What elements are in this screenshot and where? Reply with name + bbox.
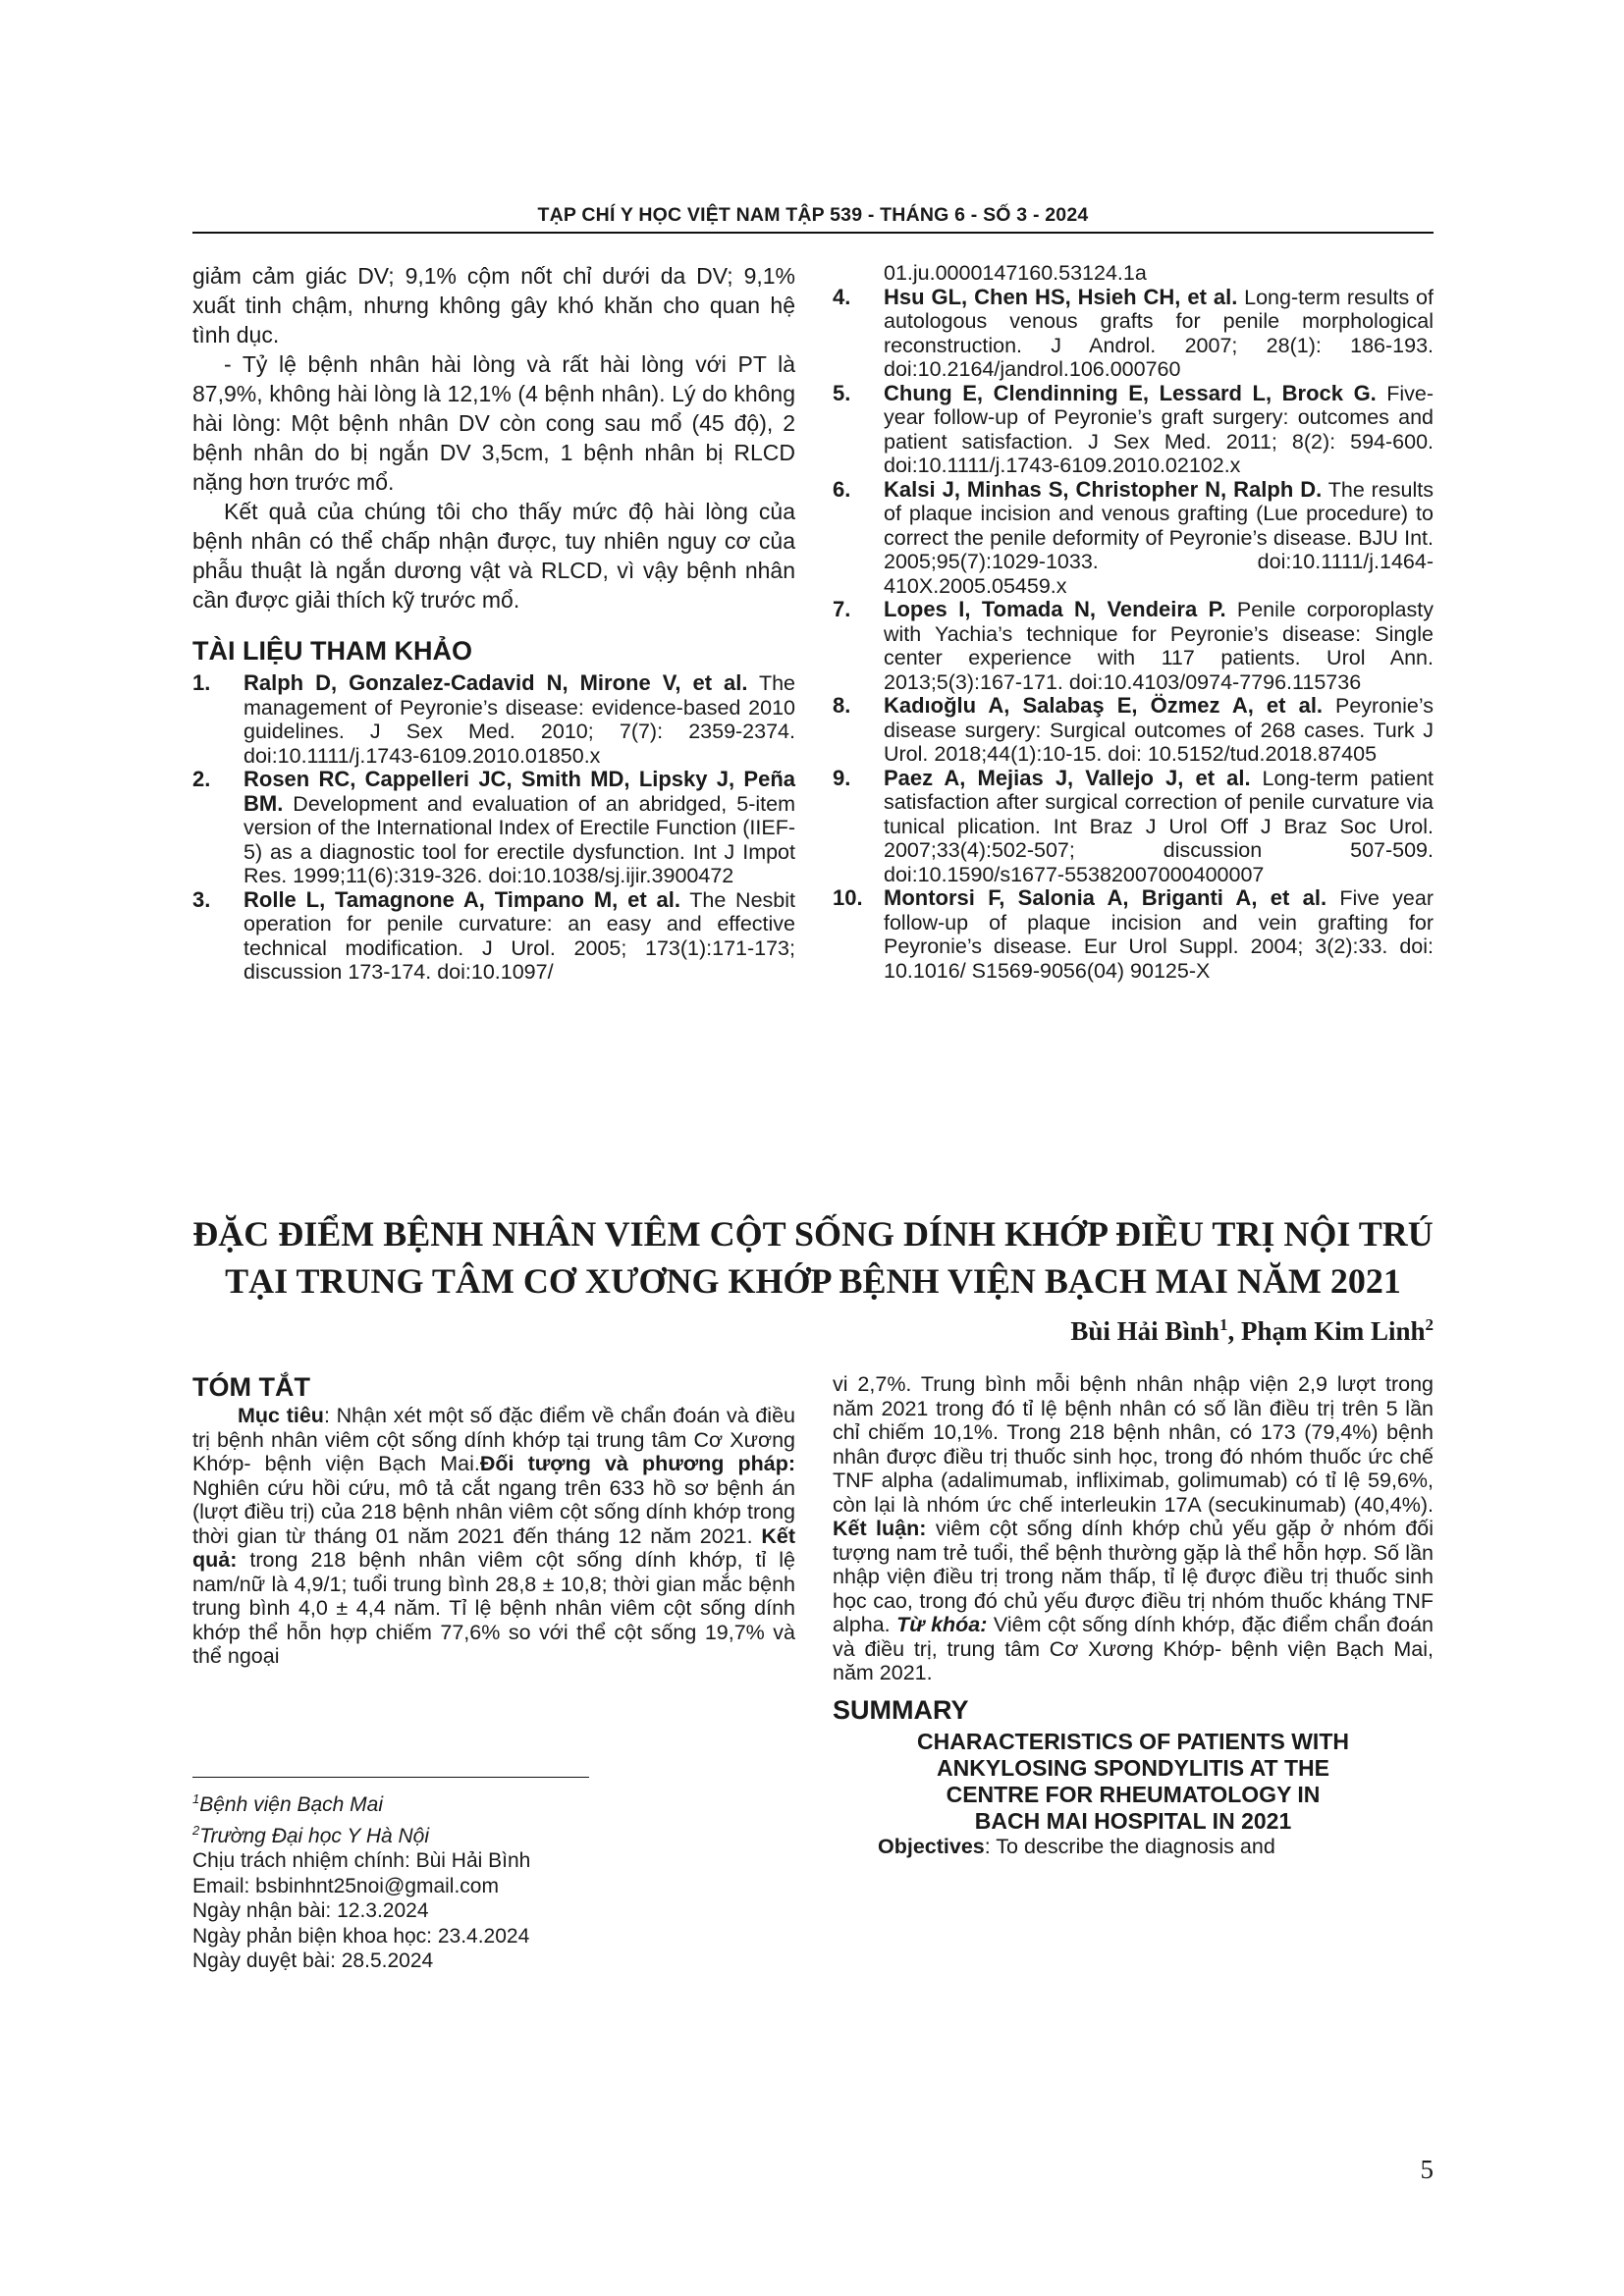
- ref-text: Long-term patient satisfaction after surgical correction of penile curvature via tunical plication. Int Braz J Urol Off J Braz Soc Urol. 2007;33(4):502-507; discussion 507-509. doi:10.1590/s1677-55382007000400007: [884, 766, 1435, 886]
- ref-number: 7.: [833, 597, 851, 621]
- references-heading: TÀI LIỆU THAM KHẢO: [192, 636, 472, 666]
- ref-text: Penile corporoplasty with Yachia’s technique for Peyronie’s disease: Single center experience with 117 patients. Urol Ann. 2013;5(3):167-171. doi:10.4103/0974-7796.115736: [884, 598, 1434, 694]
- ref-text: The Nesbit operation for penile curvature: an easy and effective technical modification. J Urol. 2005; 173(1):171-173; discussion 173-174. doi:10.1097/: [244, 887, 795, 984]
- ref-text: Peyronie’s disease surgery: Surgical outcomes of 268 cases. Turk J Urol. 2018;44(1):10-15. doi: 10.5152/tud.2018.87405: [884, 694, 1435, 766]
- summary-sentence: : To describe the diagnosis and: [984, 1834, 1275, 1858]
- page-number: 5: [1420, 2155, 1434, 2184]
- english-title-line: ANKYLOSING SPONDYLITIS AT THE: [937, 1754, 1329, 1781]
- ref-number: 2.: [192, 767, 211, 791]
- reference-item: [192, 888, 795, 985]
- footnote: Ngày nhận bài: 12.3.2024: [192, 1899, 429, 1922]
- affiliation-mark: 1: [1218, 1315, 1228, 1334]
- abstract-label: Kết luận:: [833, 1517, 927, 1540]
- abstract-sentence: Nghiên cứu hồi cứu, mô tả cắt ngang trên 633 hồ sơ bệnh án (lượt điều trị) của 218 bệnh nhân viêm cột sống dính khớp trong thời gian từ tháng 01 năm 2021 đến tháng 12 năm 2021.: [192, 1475, 795, 1548]
- ref-text: Five-year follow-up of Peyronie’s graft surgery: outcomes and patient satisfaction. J Sex Med. 2011; 8(2): 594-600. doi:10.1111/j.1743-6109.2010.02102.x: [884, 381, 1435, 477]
- ref-authors: Chung E, Clendinning E, Lessard L, Brock G.: [884, 380, 1377, 405]
- abstract-label: Mục tiêu: [238, 1404, 324, 1427]
- abstract-label: Đối tượng và phương pháp:: [479, 1452, 795, 1475]
- ref-authors: Rosen RC, Cappelleri JC, Smith MD, Lipsky J, Peña BM.: [244, 767, 795, 816]
- ref-number: 10.: [833, 885, 863, 910]
- reference-item: [192, 768, 795, 888]
- english-title-line: CHARACTERISTICS OF PATIENTS WITH: [917, 1728, 1349, 1754]
- reference-item: [833, 478, 1434, 599]
- footnote: [192, 1818, 795, 1849]
- ref-authors: Rolle L, Tamagnone A, Timpano M, et al.: [244, 886, 680, 912]
- paragraph: - Tỷ lệ bệnh nhân hài lòng và rất hài lòng với PT là 87,9%, không hài lòng là 12,1% (4 bệnh nhân). Lý do không hài lòng: Một bệnh nhân DV còn cong sau mổ (45 độ), 2 bệnh nhân do bị ngắn DV 3,5cm, 1 bệnh nhân bị RLCD nặng hơn trước mổ.: [192, 351, 795, 495]
- header-rule: [192, 232, 1434, 234]
- footnote-text: Bệnh viện Bạch Mai: [199, 1793, 384, 1816]
- abstract-sentence: viêm cột sống dính khớp chủ yếu gặp ở nhóm đối tượng nam trẻ tuổi, thể bệnh thường gặp là thể hỗn hợp. Số lần nhập viện điều trị trong năm thấp, tỉ lệ được điều trị thuốc sinh học cao, trong đó chủ yếu được điều trị nhóm thuốc kháng TNF alpha.: [833, 1517, 1434, 1636]
- ref-text: The results of plaque incision and venous grafting (Lue procedure) to correct the penile deformity of Peyronie’s disease. BJU Int. 2005;95(7):1029-1033. doi:10.1111/j.1464-410X.2005.05459.x: [884, 477, 1435, 598]
- english-title-line: CENTRE FOR RHEUMATOLOGY IN: [946, 1781, 1321, 1807]
- ref-authors: Kalsi J, Minhas S, Christopher N, Ralph D.: [884, 476, 1323, 502]
- author-separator: ,: [1227, 1316, 1241, 1346]
- footnote: Ngày duyệt bài: 28.5.2024: [192, 1949, 434, 1972]
- reference-item: [833, 286, 1434, 382]
- reference-item: [192, 671, 795, 768]
- summary-text: [833, 1835, 1434, 1859]
- ref-text: Development and evaluation of an abridged, 5-item version of the International Index of Erectile Function (IIEF-5) as a diagnostic tool for erectile dysfunction. Int J Impot Res. 1999;11(6):319-326. doi:10.1038/sj.ijir.3900472: [244, 791, 795, 887]
- right-column-abstract: [833, 1372, 1434, 1858]
- summary-label: Objectives: [878, 1834, 985, 1858]
- author-line: [1070, 1315, 1434, 1347]
- footnote-text: Trường Đại học Y Hà Nội: [199, 1824, 430, 1847]
- ref-number: 1.: [192, 670, 211, 695]
- paragraph: giảm cảm giác DV; 9,1% cộm nốt chỉ dưới da DV; 9,1% xuất tinh chậm, nhưng không gây khó khăn cho quan hệ tình dục.: [192, 263, 795, 347]
- english-title-line: BACH MAI HOSPITAL IN 2021: [974, 1807, 1292, 1834]
- ref-authors: Paez A, Mejias J, Vallejo J, et al.: [884, 765, 1251, 790]
- ref-text: The management of Peyronie’s disease: evidence-based 2010 guidelines. J Sex Med. 2010; 7(7): 2359-2374. doi:10.1111/j.1743-6109.2010.01850.x: [244, 671, 796, 768]
- footnote-rule: [192, 1777, 589, 1778]
- abstract-label: Kết quả:: [192, 1523, 795, 1572]
- abstract-label: Từ khóa:: [896, 1613, 988, 1636]
- right-column-top: [833, 261, 1434, 983]
- footnote: Chịu trách nhiệm chính: Bùi Hải Bình: [192, 1849, 531, 1872]
- paragraph: Kết quả của chúng tôi cho thấy mức độ hài lòng của bệnh nhân có thể chấp nhận được, tuy nhiên nguy cơ của phẫu thuật là ngắn dương vật và RLCD, vì vậy bệnh nhân cần được giải thích kỹ trước mổ.: [192, 499, 795, 613]
- ref-text: Long-term results of autologous venous grafts for penile morphological reconstruction. J Androl. 2007; 28(1): 186-193. doi:10.2164/jandrol.106.000760: [884, 285, 1434, 381]
- abstract-sentence: trong 218 bệnh nhân viêm cột sống dính khớp, tỉ lệ nam/nữ là 4,9/1; tuổi trung bình 28,8 ± 10,8; thời gian mắc bệnh trung bình 4,0 ± 4,4 năm. Tỉ lệ bệnh nhân viêm cột sống dính khớp thể hỗn hợp chiếm 77,6% so với thể cột sống 19,7% và thể ngoại: [192, 1548, 795, 1668]
- abstract-sentence: vi 2,7%. Trung bình mỗi bệnh nhân nhập viện 2,9 lượt trong năm 2021 trong đó tỉ lệ bệnh nhân có số lần điều trị trên 5 lần chỉ chiếm 10,1%. Trong 218 bệnh nhân, có 173 (79,4%) bệnh nhân được điều trị thuốc sinh học, trong đó nhóm thuốc ức chế TNF alpha (adalimumab, infliximab, golimumab) có tỉ lệ 59,6%, còn lại là nhóm ức chế interleukin 17A (secukinumab) (40,4%).: [833, 1372, 1434, 1517]
- author-name: Phạm Kim Linh: [1240, 1316, 1426, 1346]
- footnote-mark: 2: [192, 1822, 200, 1838]
- reference-item: [833, 886, 1434, 983]
- footnote: Email: bsbinhnt25noi@gmail.com: [192, 1874, 499, 1897]
- reference-item: [833, 598, 1434, 694]
- abstract-text: [192, 1404, 795, 1669]
- ref-number: 5.: [833, 380, 851, 405]
- ref-number: 9.: [833, 765, 851, 790]
- article-title-line: TẠI TRUNG TÂM CƠ XƯƠNG KHỚP BỆNH VIỆN BẠCH MAI NĂM 2021: [225, 1261, 1401, 1301]
- ref-authors: Kadıoğlu A, Salabaş E, Özmez A, et al.: [884, 693, 1324, 718]
- footnote-mark: 1: [192, 1791, 200, 1806]
- ref-number: 8.: [833, 693, 851, 718]
- ref-authors: Montorsi F, Salonia A, Briganti A, et al.: [884, 885, 1327, 910]
- reference-continuation: 01.ju.0000147160.53124.1a: [884, 261, 1147, 285]
- ref-number: 4.: [833, 284, 851, 309]
- ref-authors: Ralph D, Gonzalez-Cadavid N, Mirone V, et al.: [244, 670, 748, 695]
- left-column-abstract: [192, 1372, 795, 1669]
- abstract-text: [833, 1372, 1434, 1685]
- affiliation-mark: 2: [1425, 1315, 1434, 1334]
- footnotes: [192, 1787, 795, 1974]
- summary-heading: SUMMARY: [833, 1694, 969, 1725]
- footnote: [192, 1787, 795, 1818]
- ref-number: 6.: [833, 476, 851, 502]
- reference-item: [833, 694, 1434, 767]
- ref-text: Five year follow-up of plaque incision and vein grafting for Peyronie’s disease. Eur Urol Suppl. 2004; 3(2):33. doi: 10.1016/ S1569-9056(04) 90125-X: [884, 886, 1434, 983]
- ref-authors: Hsu GL, Chen HS, Hsieh CH, et al.: [884, 284, 1238, 309]
- reference-item: [833, 382, 1434, 478]
- ref-authors: Lopes I, Tomada N, Vendeira P.: [884, 597, 1226, 621]
- abstract-sentence: Viêm cột sống dính khớp, đặc điểm chẩn đoán và điều trị, trung tâm Cơ Xương Khớp- bệnh viện Bạch Mai, năm 2021.: [833, 1613, 1434, 1684]
- left-column-top: [192, 261, 795, 985]
- reference-item: [833, 767, 1434, 887]
- author-name: Bùi Hải Bình: [1070, 1316, 1219, 1346]
- abstract-sentence: : Nhận xét một số đặc điểm về chẩn đoán và điều trị bệnh nhân viêm cột sống dính khớp tại trung tâm Cơ Xương Khớp- bệnh viện Bạch Mai.: [192, 1404, 796, 1475]
- article-title: [192, 1210, 1434, 1305]
- footnote: Ngày phản biện khoa học: 23.4.2024: [192, 1924, 530, 1948]
- abstract-heading: TÓM TẮT: [192, 1372, 310, 1402]
- article-title-line: ĐẶC ĐIỂM BỆNH NHÂN VIÊM CỘT SỐNG DÍNH KHỚP ĐIỀU TRỊ NỘI TRÚ: [192, 1214, 1434, 1254]
- journal-header: TẠP CHÍ Y HỌC VIỆT NAM TẬP 539 - THÁNG 6 - SỐ 3 - 2024: [537, 204, 1089, 226]
- ref-number: 3.: [192, 886, 211, 912]
